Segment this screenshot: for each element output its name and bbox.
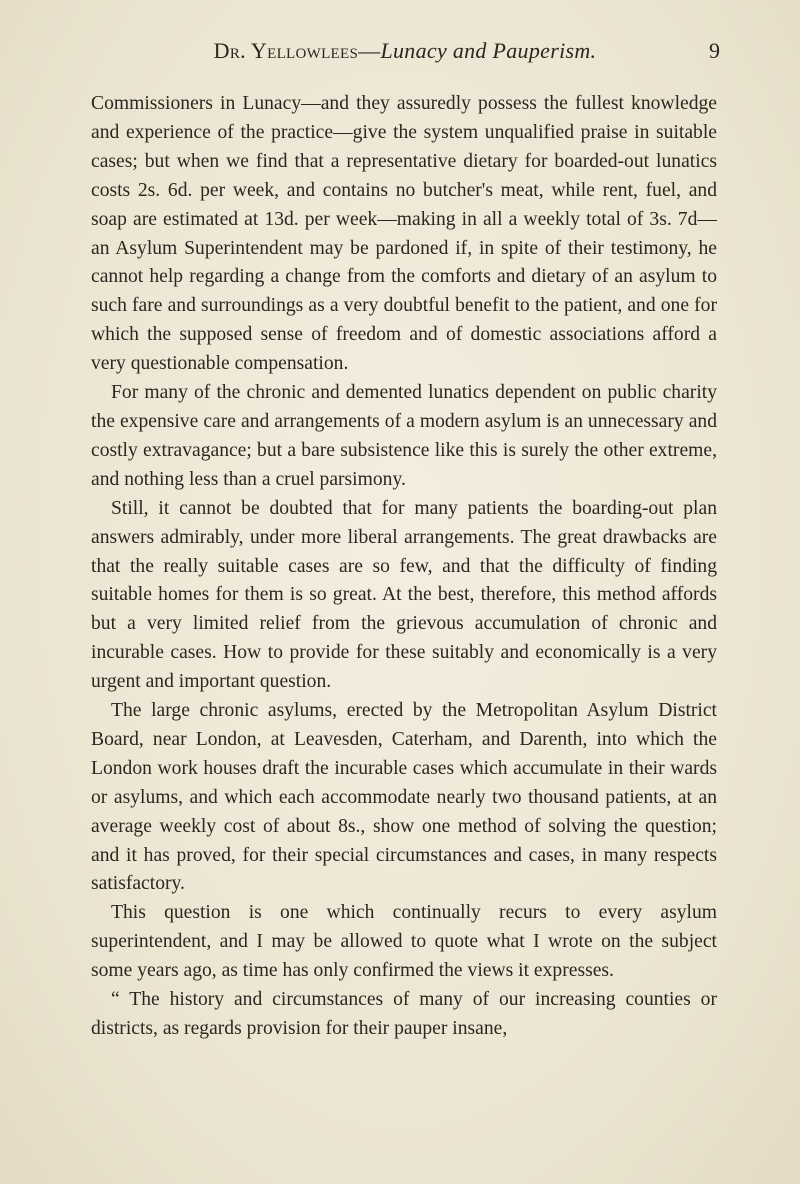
paragraph-6: “ The history and circumstances of many of our increasing counties or districts, as regards provision for their pauper insane,	[91, 989, 717, 1039]
running-head	[90, 36, 720, 66]
paragraph-3: Still, it cannot be doubted that for many patients the boarding-out plan answers admirably, under more liberal arrangements. The great drawbacks are that the really suitable cases are so few, and that the difficulty of finding suitable homes for them is so great. At the best, therefore, this method affords but a very limited relief from the grievous accumulation of chronic and incurable cases. How to provide for these suitably and economically is a very urgent and important question.	[91, 497, 717, 693]
page-number: 9	[709, 38, 720, 63]
paragraph-1: Commissioners in Lunacy—and they assuredly possess the fullest knowledge and experience of the practice—give the system unqualified praise in suitable cases; but when we find that a representative dietary for boarded-out lunatics costs 2s. 6d. per week, and contains no butcher's meat, while rent, fuel, and soap are estimated at 13d. per week—making in all a weekly total of 3s. 7d—an Asylum Superintendent may be pardoned if, in spite of their testimony, he cannot help regarding a change from the comforts and dietary of an asylum to such fare and surroundings as a very doubtful benefit to the patient, and one for which the supposed sense of freedom and of domestic associations afford a very questionable compensation.	[91, 93, 717, 375]
paragraph-2: For many of the chronic and demented lunatics dependent on public charity the expensive care and arrangements of a modern asylum is an unnecessary and costly extravagance; but a bare subsistence like this is surely the other extreme, and nothing less than a cruel parsimony.	[91, 382, 717, 490]
running-book-title: Lunacy and Pauperism.	[380, 38, 597, 63]
running-author: Dr. Yellowlees	[213, 38, 359, 63]
running-dash: —	[358, 38, 381, 63]
body-text	[91, 90, 717, 1044]
running-title	[90, 36, 720, 66]
paragraph-4: The large chronic asylums, erected by the Metropolitan Asylum District Board, near London, at Leavesden, Caterham, and Darenth, into which the London work houses draft the incurable cases which accumulate in their wards or asylums, and which each accommodate nearly two thousand patients, at an average weekly cost of about 8s., show one method of solving the question; and it has proved, for their special circumstances and cases, in many respects satisfactory.	[91, 700, 717, 895]
paragraph-5: This question is one which continually recurs to every asylum superintendent, and I may be allowed to quote what I wrote on the subject some years ago, as time has only confirmed the views it expresses.	[91, 902, 717, 982]
